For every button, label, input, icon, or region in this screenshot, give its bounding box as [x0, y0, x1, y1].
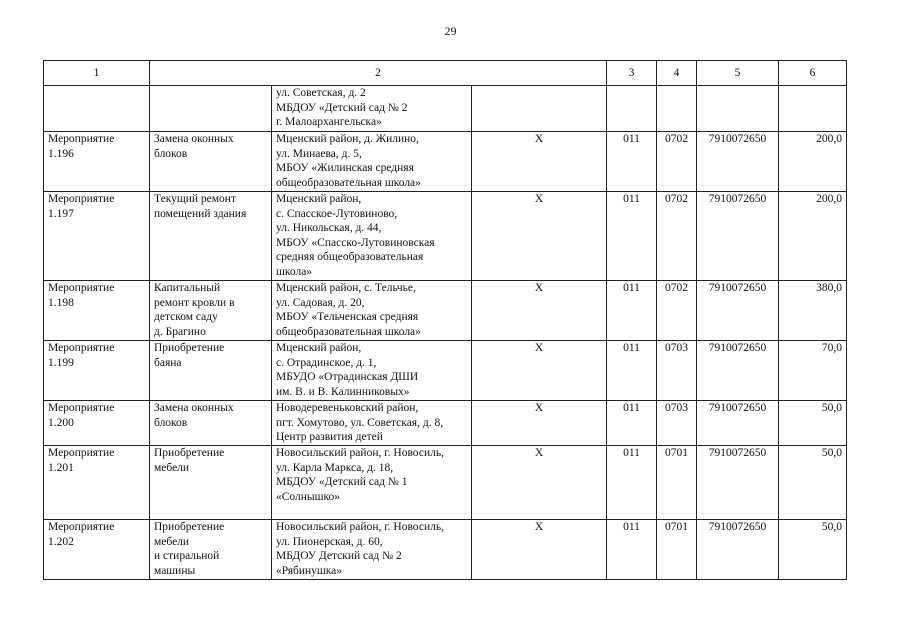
- measure-address-cell: [272, 281, 472, 341]
- measure-address-line: ул. Никольская, д. 44,: [276, 222, 382, 235]
- col4-cell: 011: [607, 132, 657, 192]
- measure-address-line: Новосильский район, г. Новосиль,: [276, 447, 444, 459]
- measure-address-line: средняя общеобразовательная: [276, 251, 424, 264]
- cont-address-line: МБДОУ «Детский сад № 2: [276, 101, 408, 114]
- measure-address-line: ул. Пионерская, д. 60,: [276, 535, 383, 548]
- measure-id-line: 1.199: [48, 356, 74, 369]
- col5-cell: 0703: [657, 341, 697, 401]
- measure-id-cell: [44, 520, 150, 580]
- measure-address-cell: [272, 341, 472, 401]
- col3-cell: Х: [472, 520, 607, 580]
- measure-name-line: баяна: [154, 356, 182, 369]
- measure-name-line: Приобретение: [154, 447, 225, 459]
- measure-id-line: 1.196: [48, 147, 74, 160]
- measure-id-cell: [44, 341, 150, 401]
- measure-id-line: Мероприятие: [48, 402, 115, 414]
- measure-id-line: 1.201: [48, 461, 74, 474]
- measure-address-line: ул. Карла Маркса, д. 18,: [276, 461, 394, 474]
- header-row: [44, 61, 847, 86]
- col4-cell: 011: [607, 520, 657, 580]
- measure-address-cell: [272, 132, 472, 192]
- measure-address-line: Новосильский район, г. Новосиль,: [276, 521, 444, 533]
- col3-cell: Х: [472, 281, 607, 341]
- cont-col3-cell: [472, 86, 607, 132]
- measure-id-line: 1.198: [48, 296, 74, 309]
- measure-name-cell: [150, 132, 272, 192]
- col6-cell: 7910072650: [697, 341, 779, 401]
- measure-id-cell: [44, 281, 150, 341]
- col5-cell: 0701: [657, 446, 697, 520]
- header-col-6: 6: [779, 61, 847, 86]
- measure-address-line: с. Спасское-Лутовиново,: [276, 207, 398, 220]
- col7-cell: 50,0: [779, 446, 847, 520]
- measure-address-line: общеобразовательная школа»: [276, 325, 421, 338]
- col7-cell: 200,0: [779, 132, 847, 192]
- cont-id-cell: [44, 86, 150, 132]
- measure-address-line: МБОУ «Жилинская средняя: [276, 162, 414, 175]
- measure-address-line: Мценский район,: [276, 193, 362, 205]
- col6-cell: 7910072650: [697, 446, 779, 520]
- col4-cell: 011: [607, 446, 657, 520]
- table-row: [44, 132, 847, 192]
- measure-address-cell: [272, 192, 472, 281]
- col3-cell: Х: [472, 446, 607, 520]
- col6-cell: 7910072650: [697, 401, 779, 446]
- col5-cell: 0703: [657, 401, 697, 446]
- cont-address-line: ул. Советская, д. 2: [276, 87, 366, 99]
- table-row: [44, 192, 847, 281]
- col6-cell: 7910072650: [697, 520, 779, 580]
- measure-address-line: ул. Минаева, д. 5,: [276, 147, 362, 160]
- col4-cell: 011: [607, 341, 657, 401]
- col6-cell: 7910072650: [697, 281, 779, 341]
- measure-address-line: школа»: [276, 265, 313, 278]
- table-row: [44, 341, 847, 401]
- measure-name-line: Замена оконных: [154, 133, 234, 145]
- table-row: [44, 281, 847, 341]
- header-col-4: 4: [657, 61, 697, 86]
- continuation-row: [44, 86, 847, 132]
- measure-id-line: 1.197: [48, 207, 74, 220]
- cont-col6-cell: [697, 86, 779, 132]
- cont-col5-cell: [657, 86, 697, 132]
- col3-cell: Х: [472, 341, 607, 401]
- col3-cell: Х: [472, 192, 607, 281]
- col5-cell: 0702: [657, 192, 697, 281]
- cont-address-cell: [272, 86, 472, 132]
- measure-id-line: Мероприятие: [48, 193, 115, 205]
- measure-address-line: Центр развития детей: [276, 431, 383, 444]
- col7-cell: 380,0: [779, 281, 847, 341]
- measure-name-line: ремонт кровли в: [154, 296, 235, 309]
- header-col-3: 3: [607, 61, 657, 86]
- col4-cell: 011: [607, 281, 657, 341]
- col4-cell: 011: [607, 401, 657, 446]
- measure-address-line: МБДОУ «Детский сад № 1: [276, 476, 408, 489]
- measure-id-line: Мероприятие: [48, 447, 115, 459]
- measure-address-line: с. Отрадинское, д. 1,: [276, 356, 377, 369]
- measure-address-line: пгт. Хомутово, ул. Советская, д. 8,: [276, 416, 444, 429]
- measure-id-cell: [44, 192, 150, 281]
- measure-name-cell: [150, 192, 272, 281]
- header-col-1: 1: [44, 61, 150, 86]
- measure-address-cell: [272, 446, 472, 520]
- measure-name-line: Приобретение: [154, 342, 225, 354]
- measure-name-line: помещений здания: [154, 207, 247, 220]
- col3-cell: Х: [472, 132, 607, 192]
- measure-name-line: мебели: [154, 461, 190, 474]
- measure-id-cell: [44, 132, 150, 192]
- header-col-2: 2: [150, 61, 607, 86]
- measure-address-line: МБОУ «Спасско-Лутовиновская: [276, 236, 435, 249]
- measure-name-cell: [150, 520, 272, 580]
- measure-id-line: 1.200: [48, 416, 74, 429]
- cont-address-line: г. Малоархангельска»: [276, 116, 382, 129]
- table-row: [44, 401, 847, 446]
- measure-address-line: Мценский район, с. Тельчье,: [276, 282, 416, 294]
- cont-name-cell: [150, 86, 272, 132]
- measure-id-line: Мероприятие: [48, 282, 115, 294]
- measure-id-line: Мероприятие: [48, 133, 115, 145]
- header-col-5: 5: [697, 61, 779, 86]
- measure-address-line: ул. Садовая, д. 20,: [276, 296, 365, 309]
- measure-name-line: д. Брагино: [154, 325, 206, 338]
- col6-cell: 7910072650: [697, 132, 779, 192]
- measure-address-line: МБУДО «Отрадинская ДШИ: [276, 371, 419, 384]
- measure-address-line: общеобразовательная школа»: [276, 176, 421, 189]
- measure-address-cell: [272, 520, 472, 580]
- measure-name-line: Замена оконных: [154, 402, 234, 414]
- col7-cell: 200,0: [779, 192, 847, 281]
- measure-name-line: мебели: [154, 535, 190, 548]
- col6-cell: 7910072650: [697, 192, 779, 281]
- cont-col7-cell: [779, 86, 847, 132]
- measures-table: [43, 60, 847, 580]
- measure-name-line: Приобретение: [154, 521, 225, 533]
- measure-name-line: Капитальный: [154, 282, 221, 294]
- page-number: 29: [444, 24, 457, 38]
- table-row: [44, 520, 847, 580]
- measure-name-line: Текущий ремонт: [154, 193, 236, 205]
- measure-address-line: «Рябинушка»: [276, 564, 343, 577]
- cont-col4-cell: [607, 86, 657, 132]
- measure-name-cell: [150, 281, 272, 341]
- measure-name-line: детском саду: [154, 311, 218, 324]
- measure-name-cell: [150, 341, 272, 401]
- col5-cell: 0702: [657, 281, 697, 341]
- measure-id-cell: [44, 446, 150, 520]
- measure-id-line: 1.202: [48, 535, 74, 548]
- measure-address-line: МБДОУ Детский сад № 2: [276, 550, 402, 563]
- measure-name-cell: [150, 401, 272, 446]
- col7-cell: 50,0: [779, 520, 847, 580]
- col5-cell: 0702: [657, 132, 697, 192]
- measure-id-line: Мероприятие: [48, 342, 115, 354]
- measure-address-line: МБОУ «Тельченская средняя: [276, 311, 419, 324]
- measure-id-line: Мероприятие: [48, 521, 115, 533]
- measure-address-line: Новодеревеньковский район,: [276, 402, 419, 414]
- measure-name-line: машины: [154, 564, 196, 577]
- measure-address-line: им. В. и В. Калинниковых»: [276, 385, 410, 398]
- table-row: [44, 446, 847, 520]
- measure-name-line: блоков: [154, 147, 188, 160]
- col5-cell: 0701: [657, 520, 697, 580]
- col4-cell: 011: [607, 192, 657, 281]
- measure-name-line: блоков: [154, 416, 188, 429]
- col7-cell: 70,0: [779, 341, 847, 401]
- measure-name-cell: [150, 446, 272, 520]
- measure-address-line: Мценский район, д. Жилино,: [276, 133, 419, 145]
- measure-address-cell: [272, 401, 472, 446]
- measure-name-line: и стиральной: [154, 550, 220, 563]
- measure-address-line: Мценский район,: [276, 342, 362, 354]
- col7-cell: 50,0: [779, 401, 847, 446]
- measure-address-line: «Солнышко»: [276, 490, 340, 503]
- measure-id-cell: [44, 401, 150, 446]
- col3-cell: Х: [472, 401, 607, 446]
